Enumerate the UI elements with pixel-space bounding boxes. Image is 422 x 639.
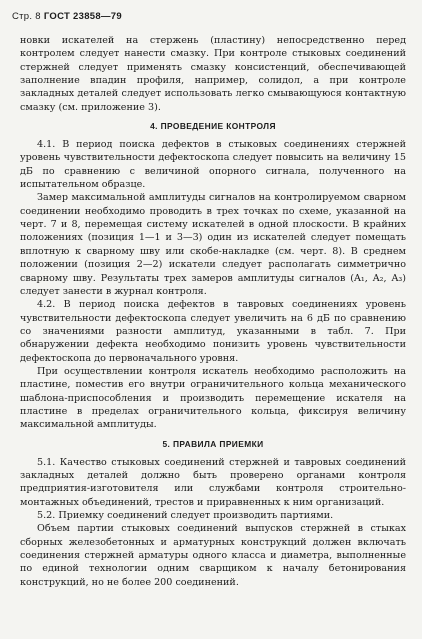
paragraph-batch-volume: Объем партии стыковых соединений выпусков стержней в стыках сборных железобетонных и арматурных конструкций должен включать соединения стержней арматуры одного класса и диаметра, выполненные по единой технологии одним сварщиком к началу бетонирования конструкций, но не более 200 соединений.: [20, 523, 406, 588]
document-body: [20, 34, 406, 589]
paragraph-measurement: Замер максимальной амплитуды сигналов на контролируемом сварном соединении необходимо проводить в трех точках по схеме, указанной на черт. 7 и 8, перемещая систему искателей в одной плоскости. В крайних положениях (позиция 1—1 и 3—3) один из искателей следует помещать вплотную к сварному шву или скобе-накладке (см. черт. 8). В среднем положении (позиция 2—2) искатели следует располагать симметрично сварному шву. Результаты трех замеров амплитуды сигналов (A₁, A₂, A₃) следует занести в журнал контроля.: [20, 192, 406, 297]
paragraph-5-1: 5.1. Качество стыковых соединений стержней и тавровых соединений закладных деталей должно быть проверено органами контроля предприятия-изготовителя или службами контроля строительно-монтажных объединений, трестов и приравненных к ним организаций.: [20, 456, 406, 508]
page-header: [12, 11, 122, 22]
section-5-heading: 5. ПРАВИЛА ПРИЕМКИ: [162, 438, 264, 449]
standard-code: ГОСТ 23858—79: [43, 11, 122, 22]
page-label: Стр.: [12, 11, 33, 22]
paragraph-continuation: новки искателей на стержень (пластину) непосредственно перед контролем следует нанести смазку. При контроле стыковых соединений стержней следует применять смазку консистенций, обеспечивающей заполнение впадин профиля, например, солидол, а при контроле закладных деталей следует использовать легко смывающуюся контактную смазку (см. приложение 3).: [20, 35, 406, 113]
paragraph-probe-placement: При осуществлении контроля искатель необходимо расположить на пластине, поместив его внутри ограничительного кольца механического шаблона-приспособления и производить перемещение искателя на пластине в пределах ограничительного кольца, фиксируя величину максимальной амплитуды.: [20, 365, 406, 431]
paragraph-4-2: 4.2. В период поиска дефектов в тавровых соединениях уровень чувствительности дефектоскопа следует увеличить на 6 дБ по сравнению со значениями разности амплитуд, указанными в табл. 7. При обнаружении дефекта необходимо понизить уровень чувствительности дефектоскопа до первоначального уровня.: [20, 299, 406, 364]
paragraph-4-1: 4.1. В период поиска дефектов в стыковых соединениях стержней уровень чувствительности дефектоскопа следует повысить на величину 15 дБ по сравнению с величиной опорного сигнала, полученного на испытательном образце.: [20, 139, 406, 191]
section-4-heading: 4. ПРОВЕДЕНИЕ КОНТРОЛЯ: [150, 121, 276, 132]
paragraph-5-2: 5.2. Приемку соединений следует производить партиями.: [37, 510, 334, 521]
page-number: 8: [35, 11, 41, 22]
